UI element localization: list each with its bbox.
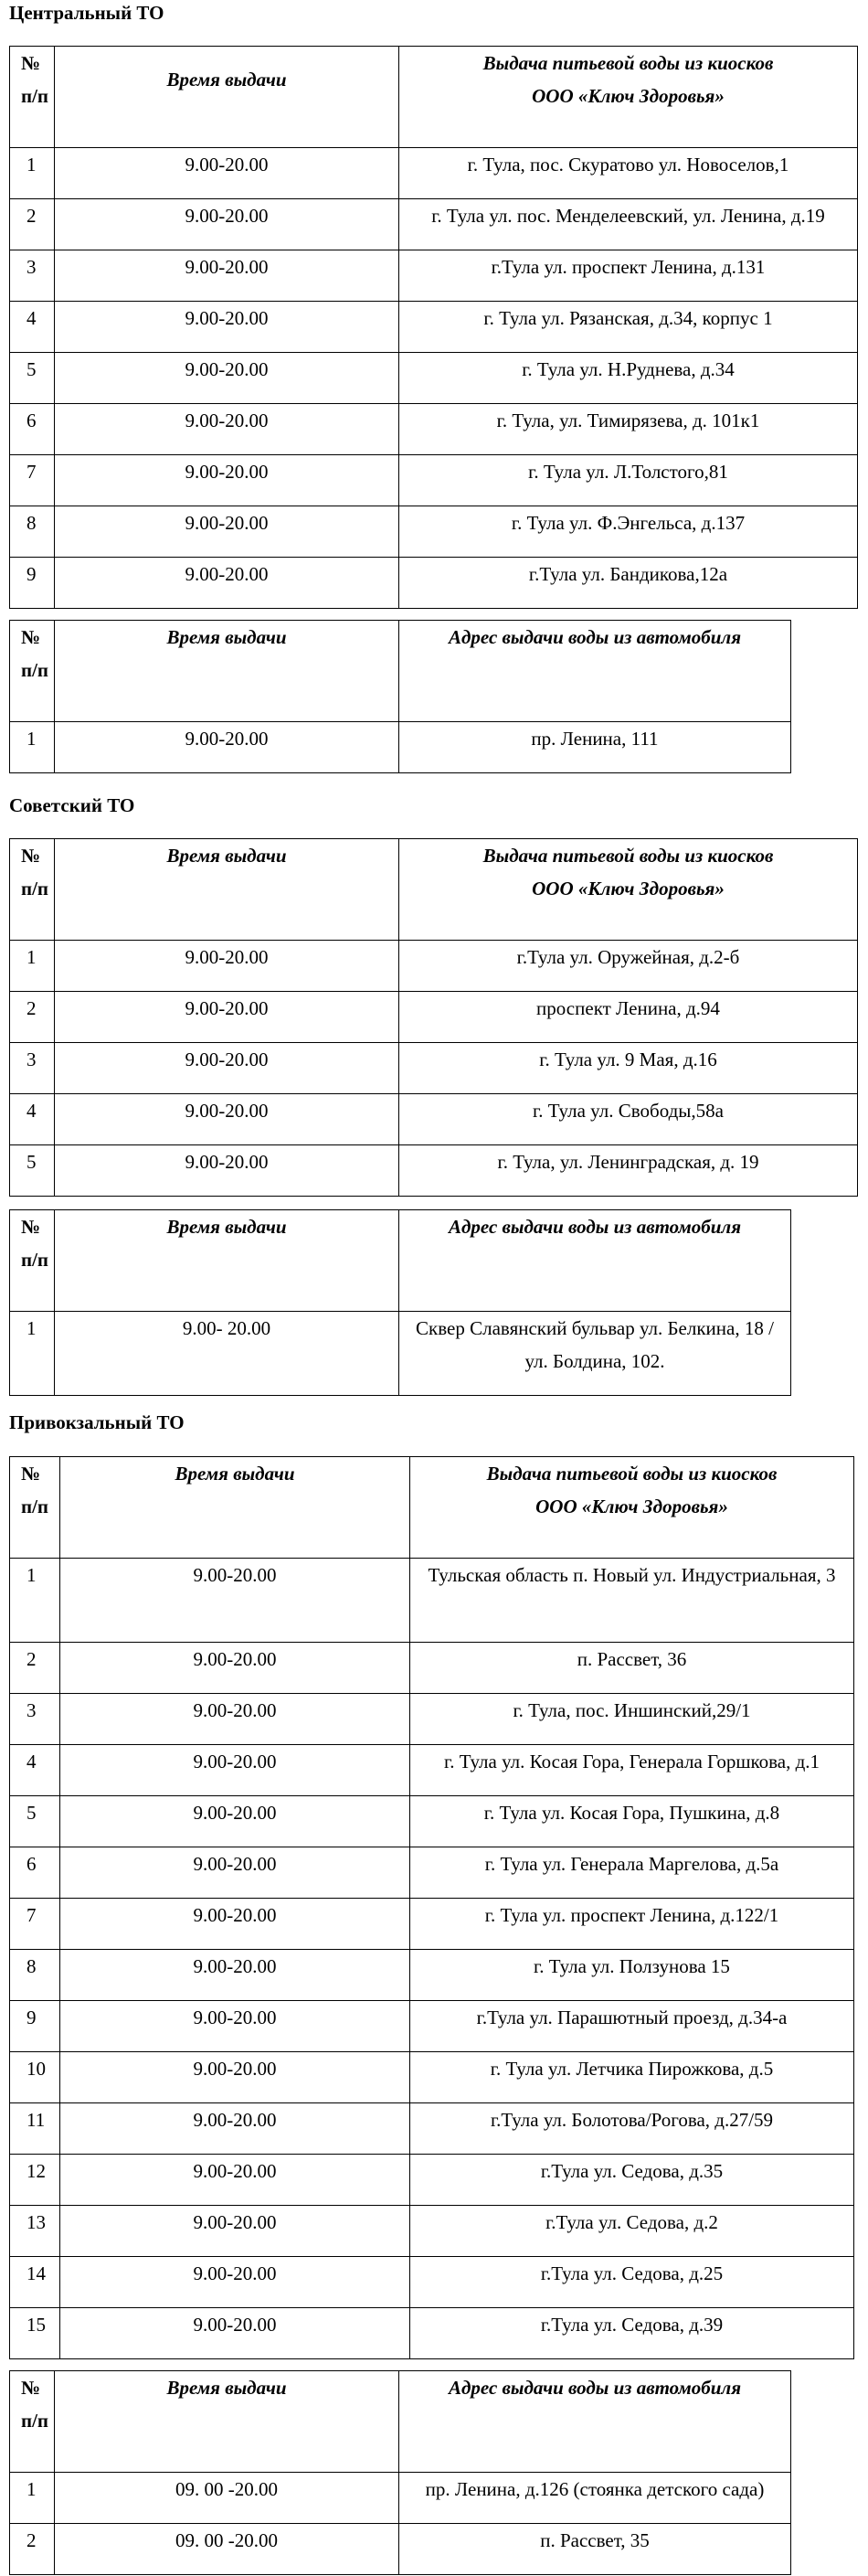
row-address: г. Тула ул. Ф.Энгельса, д.137 [399,506,858,558]
row-number: 5 [10,1796,60,1847]
section-title-sovetsky: Советский ТО [9,794,135,816]
row-time: 9.00-20.00 [60,2103,410,2155]
row-number: 3 [10,250,55,302]
row-time: 9.00-20.00 [55,992,399,1043]
row-time: 9.00-20.00 [55,558,399,609]
row-number: 5 [10,353,55,404]
header-num: № п/п [10,621,55,722]
row-number: 6 [10,404,55,455]
table-row [10,2155,854,2206]
row-address: г. Тула ул. Л.Толстого,81 [399,455,858,506]
table-row [10,353,858,404]
row-number: 8 [10,1950,60,2001]
row-number: 1 [10,1559,60,1643]
header-address: Адрес выдачи воды из автомобиля [399,2371,791,2473]
row-address: пр. Ленина, 111 [399,722,791,773]
row-address: г. Тула ул. проспект Ленина, д.122/1 [410,1899,854,1950]
table-header-row [10,47,858,148]
table-row [10,2052,854,2103]
table-row [10,506,858,558]
row-time: 9.00- 20.00 [55,1312,399,1396]
header-time: Время выдачи [55,1210,399,1312]
row-number: 9 [10,558,55,609]
row-time: 9.00-20.00 [55,455,399,506]
row-number: 4 [10,1745,60,1796]
header-num: № п/п [10,1457,60,1559]
row-number: 1 [10,2473,55,2524]
table-row [10,1643,854,1694]
row-address: г. Тула, пос. Скуратово ул. Новоселов,1 [399,148,858,199]
row-time: 9.00-20.00 [60,1694,410,1745]
row-address: г. Тула ул. Свободы,58а [399,1094,858,1145]
row-number: 1 [10,941,55,992]
auto-table-privokzalny [9,2370,791,2575]
row-address: г. Тула ул. Косая Гора, Пушкина, д.8 [410,1796,854,1847]
row-address: г.Тула ул. Седова, д.35 [410,2155,854,2206]
row-address: г. Тула ул. пос. Менделеевский, ул. Ленина, д.19 [399,199,858,250]
row-number: 3 [10,1694,60,1745]
row-number: 4 [10,302,55,353]
row-time: 9.00-20.00 [55,722,399,773]
row-address: г. Тула, пос. Иншинский,29/1 [410,1694,854,1745]
header-time: Время выдачи [60,1457,410,1559]
kiosk-table-privokzalny [9,1456,854,2359]
row-address: г. Тула ул. Ползунова 15 [410,1950,854,2001]
header-time: Время выдачи [55,2371,399,2473]
row-number: 4 [10,1094,55,1145]
row-time: 9.00-20.00 [55,302,399,353]
row-number: 1 [10,1312,55,1396]
row-number: 3 [10,1043,55,1094]
table-row [10,1950,854,2001]
table-header-row [10,1457,854,1559]
row-time: 09. 00 -20.00 [55,2473,399,2524]
row-number: 14 [10,2257,60,2308]
table-row [10,1094,858,1145]
table-row [10,2206,854,2257]
row-address: Сквер Славянский бульвар ул. Белкина, 18 / ул. Болдина, 102. [399,1312,791,1396]
table-header-row [10,621,791,722]
header-address: Выдача питьевой воды из киосков ООО «Ключ Здоровья» [399,47,858,148]
row-address: г. Тула ул. Н.Руднева, д.34 [399,353,858,404]
row-time: 9.00-20.00 [60,1643,410,1694]
row-address: пр. Ленина, д.126 (стоянка детского сада) [399,2473,791,2524]
row-time: 9.00-20.00 [60,1847,410,1899]
row-time: 9.00-20.00 [55,199,399,250]
table-row [10,2001,854,2052]
row-time: 9.00-20.00 [55,1043,399,1094]
table-row [10,455,858,506]
table-row [10,558,858,609]
row-number: 1 [10,722,55,773]
row-number: 11 [10,2103,60,2155]
row-address: г.Тула ул. Седова, д.25 [410,2257,854,2308]
auto-table-central [9,620,791,773]
header-time: Время выдачи [55,47,399,148]
row-time: 9.00-20.00 [55,1145,399,1197]
row-address: проспект Ленина, д.94 [399,992,858,1043]
table-row [10,250,858,302]
header-address: Выдача питьевой воды из киосков ООО «Ключ Здоровья» [410,1457,854,1559]
table-row [10,1694,854,1745]
header-time: Время выдачи [55,839,399,941]
table-row [10,1899,854,1950]
row-address: г.Тула ул. Оружейная, д.2-б [399,941,858,992]
row-number: 2 [10,1643,60,1694]
section-title-central: Центральный ТО [9,2,164,24]
row-time: 9.00-20.00 [60,2308,410,2359]
table-row [10,2103,854,2155]
row-time: 9.00-20.00 [60,1899,410,1950]
row-time: 9.00-20.00 [60,2001,410,2052]
table-row [10,722,791,773]
header-num: № п/п [10,1210,55,1312]
row-address: г.Тула ул. Седова, д.39 [410,2308,854,2359]
row-number: 2 [10,992,55,1043]
table-row [10,199,858,250]
row-number: 12 [10,2155,60,2206]
row-number: 2 [10,2524,55,2575]
header-num: № п/п [10,2371,55,2473]
row-address: г. Тула ул. Рязанская, д.34, корпус 1 [399,302,858,353]
row-time: 9.00-20.00 [55,250,399,302]
kiosk-table-central [9,46,858,609]
row-time: 9.00-20.00 [60,2155,410,2206]
table-row [10,1745,854,1796]
row-address: г. Тула ул. Генерала Маргелова, д.5а [410,1847,854,1899]
table-header-row [10,839,858,941]
row-address: п. Рассвет, 35 [399,2524,791,2575]
table-row [10,1043,858,1094]
table-row [10,2473,791,2524]
header-address: Адрес выдачи воды из автомобиля [399,1210,791,1312]
row-time: 9.00-20.00 [60,1745,410,1796]
row-time: 9.00-20.00 [55,506,399,558]
table-row [10,1145,858,1197]
table-row [10,1312,791,1396]
row-time: 9.00-20.00 [55,148,399,199]
section-title-privokzalny: Привокзальный ТО [9,1411,185,1433]
row-number: 1 [10,148,55,199]
row-address: г.Тула ул. Седова, д.2 [410,2206,854,2257]
row-number: 6 [10,1847,60,1899]
row-number: 9 [10,2001,60,2052]
row-address: г.Тула ул. Болотова/Рогова, д.27/59 [410,2103,854,2155]
row-number: 8 [10,506,55,558]
row-time: 9.00-20.00 [55,404,399,455]
table-row [10,1847,854,1899]
row-number: 10 [10,2052,60,2103]
row-time: 9.00-20.00 [60,1796,410,1847]
row-time: 9.00-20.00 [55,1094,399,1145]
table-row [10,2257,854,2308]
row-address: г. Тула, ул. Тимирязева, д. 101к1 [399,404,858,455]
row-address: г. Тула ул. Косая Гора, Генерала Горшкова, д.1 [410,1745,854,1796]
header-time: Время выдачи [55,621,399,722]
row-address: п. Рассвет, 36 [410,1643,854,1694]
table-header-row [10,2371,791,2473]
table-row [10,2524,791,2575]
table-row [10,2308,854,2359]
table-row [10,1796,854,1847]
row-number: 13 [10,2206,60,2257]
table-row [10,148,858,199]
table-row [10,1559,854,1643]
row-address: г.Тула ул. Парашютный проезд, д.34-а [410,2001,854,2052]
row-time: 9.00-20.00 [60,1559,410,1643]
header-address: Адрес выдачи воды из автомобиля [399,621,791,722]
row-number: 2 [10,199,55,250]
row-address: г. Тула, ул. Ленинградская, д. 19 [399,1145,858,1197]
table-row [10,302,858,353]
row-address: г. Тула ул. Летчика Пирожкова, д.5 [410,2052,854,2103]
row-time: 9.00-20.00 [60,2206,410,2257]
row-time: 9.00-20.00 [55,353,399,404]
table-row [10,992,858,1043]
row-time: 09. 00 -20.00 [55,2524,399,2575]
row-number: 5 [10,1145,55,1197]
auto-table-sovetsky [9,1209,791,1396]
row-address: г. Тула ул. 9 Мая, д.16 [399,1043,858,1094]
row-time: 9.00-20.00 [60,2052,410,2103]
row-number: 7 [10,1899,60,1950]
kiosk-table-sovetsky [9,838,858,1197]
header-address: Выдача питьевой воды из киосков ООО «Ключ Здоровья» [399,839,858,941]
table-row [10,404,858,455]
row-number: 15 [10,2308,60,2359]
row-number: 7 [10,455,55,506]
header-num: № п/п [10,47,55,148]
table-header-row [10,1210,791,1312]
header-num: № п/п [10,839,55,941]
row-time: 9.00-20.00 [55,941,399,992]
row-time: 9.00-20.00 [60,2257,410,2308]
row-time: 9.00-20.00 [60,1950,410,2001]
row-address: г.Тула ул. проспект Ленина, д.131 [399,250,858,302]
row-address: Тульская область п. Новый ул. Индустриальная, 3 [410,1559,854,1643]
table-row [10,941,858,992]
row-address: г.Тула ул. Бандикова,12а [399,558,858,609]
